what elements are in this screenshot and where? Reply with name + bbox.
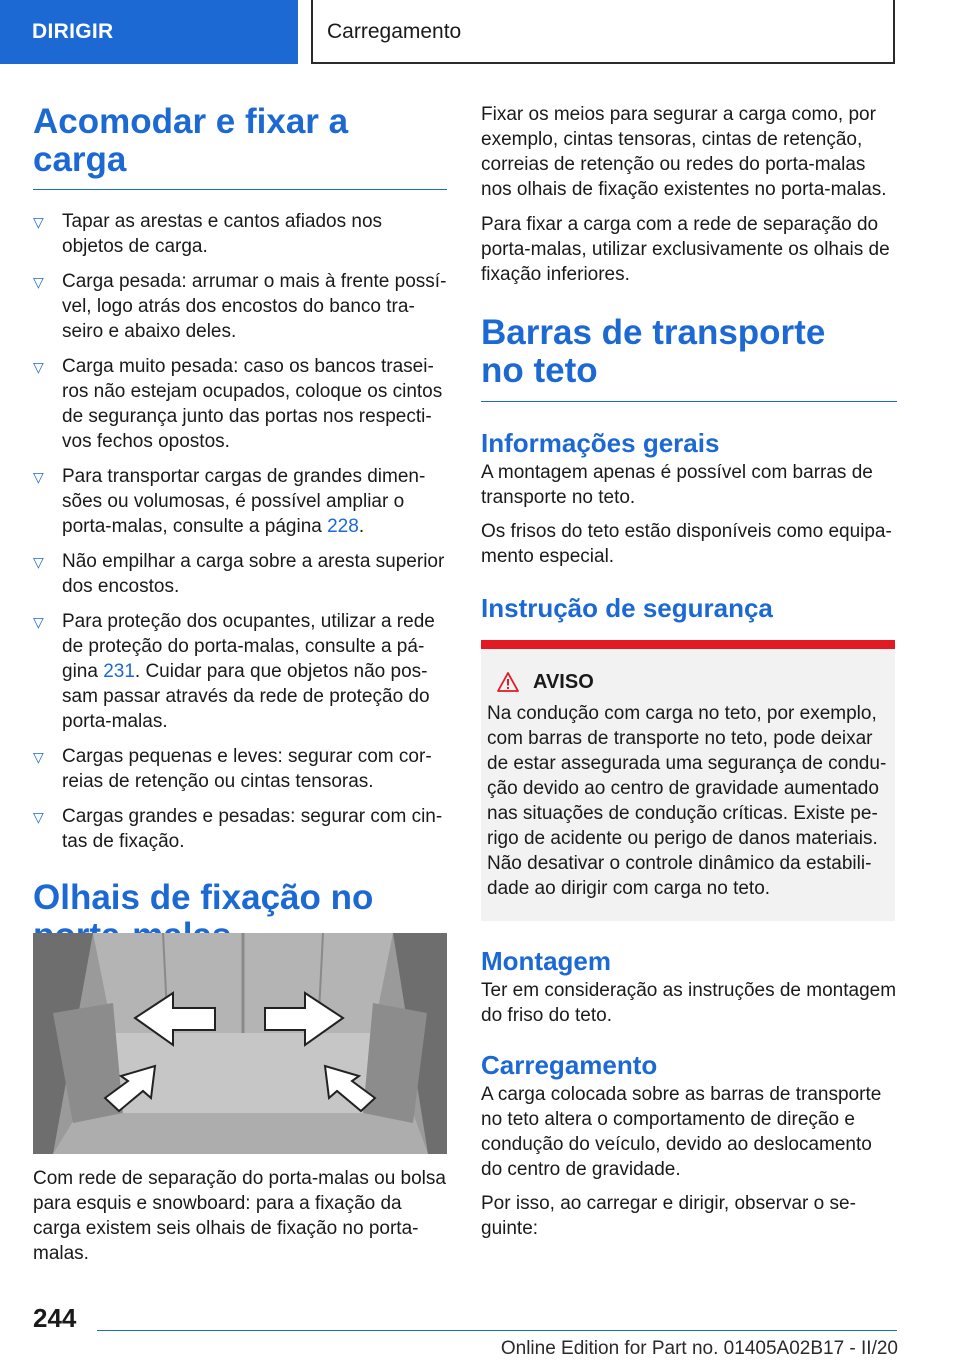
bullet-text: Cargas grandes e pesadas: segurar com cintas de fixação. [62,806,443,852]
footer-rule [97,1330,897,1331]
heading-acomodar: Acomodar e fixar a carga [33,102,349,179]
bullet-text: Carga pesada: arrumar o mais à frente possível, logo atrás dos encostos do banco traseiro e abaixo deles. [62,271,447,342]
bullet-triangle-icon: ▽ [33,469,44,485]
bullet-item [33,744,447,794]
paragraph-carregamento-1: A carga colocada sobre as barras de transporte no teto altera o comportamento de direção e condução do veículo, devido ao deslocamento do centro de gravidade. [481,1084,882,1180]
bullet-item [33,209,447,259]
warning-triangle-icon [497,672,519,692]
page-number: 244 [33,1303,77,1333]
bullet-item [33,354,447,454]
bullet-triangle-icon: ▽ [33,274,44,290]
bullet-triangle-icon: ▽ [33,749,44,765]
heading-safety: Instrução de segurança [481,593,773,623]
bullet-text: . [358,516,365,537]
trunk-illustration [33,933,447,1154]
page-reference-link[interactable]: 228 [327,516,359,537]
paragraph-carregamento-2: Por isso, ao carregar e dirigir, observar o seguinte: [481,1193,856,1239]
heading-rule [481,401,897,402]
chapter-title: Carregamento [311,0,895,64]
heading-rule [33,189,447,190]
section-tab: DIRIGIR [0,0,298,64]
bullet-text: . Cuidar para que objetos não possam passar através da rede de proteção do porta-malas. [62,661,430,732]
bullet-triangle-icon: ▽ [33,614,44,630]
page-reference-link[interactable]: 231 [103,661,135,682]
paragraph-info-1: A montagem apenas é possível com barras de transporte no teto. [481,462,873,508]
warning-label: AVISO [533,671,594,693]
heading-barras: Barras de transporte no teto [481,313,826,390]
warning-text: Na condução com carga no teto, por exemplo, com barras de transporte no teto, pode deixar de estar assegurada uma segurança de condução devido ao centro de gravidade aumentado nas situações de condução críticas. Existe perigo de acidente ou perigo de danos materiais. Não desativar o controle dinâmico da estabilidade ao dirigir com carga no teto. [487,703,887,899]
bullet-list [33,209,447,854]
bullet-item [33,804,447,854]
trunk-photo [33,933,447,1154]
left-column [33,103,447,968]
paragraph-fixar: Fixar os meios para segurar a carga como, por exemplo, cintas tensoras, cintas de retenção, correias de retenção ou redes do porta-malas nos olhais de fixação existentes no porta-malas. [481,104,887,200]
warning-bar [481,640,895,649]
paragraph-rede: Para fixar a carga com a rede de separação do porta-malas, utilizar exclusivamente os olhais de fixação inferiores. [481,214,890,285]
bullet-text: Para transportar cargas de grandes dimensões ou volumosas, é possível ampliar o porta-malas, consulte a página [62,466,426,537]
bullet-item [33,269,447,344]
right-column [481,102,897,623]
warning-title [491,670,594,694]
bullet-triangle-icon: ▽ [33,554,44,570]
bullet-text: Para proteção dos ocupantes, utilizar a rede de proteção do porta-malas, consulte a página [62,611,435,682]
photo-caption: Com rede de separação do porta-malas ou bolsa para esquis e snowboard: para a fixação da carga existem seis olhais de fixação no porta-malas. [33,1168,446,1264]
bullet-text: Tapar as arestas e cantos afiados nos objetos de carga. [62,211,383,257]
paragraph-montagem: Ter em consideração as instruções de montagem do friso do teto. [481,980,897,1026]
bullet-text: Não empilhar a carga sobre a aresta superior dos encostos. [62,551,445,597]
heading-montagem: Montagem [481,946,611,976]
edition-text: Online Edition for Part no. 01405A02B17 - II/20 [500,1338,898,1359]
heading-info: Informações gerais [481,428,720,458]
heading-olhais: Olhais de fixação no [33,878,374,917]
bullet-item [33,549,447,599]
bullet-item [33,464,447,539]
bullet-triangle-icon: ▽ [33,359,44,375]
warning-box [481,640,895,921]
paragraph-info-2: Os frisos do teto estão disponíveis como equipamento especial. [481,521,892,567]
bullet-triangle-icon: ▽ [33,214,44,230]
heading-carregamento: Carregamento [481,1050,658,1080]
bullet-item [33,609,447,734]
bullet-text: Carga muito pesada: caso os bancos traseiros não estejam ocupados, coloque os cintos de segurança junto das portas nos respectivos fechos opostos. [62,356,443,452]
right-column-lower [481,946,897,1241]
bullet-text: Cargas pequenas e leves: segurar com correias de retenção ou cintas tensoras. [62,746,432,792]
bullet-triangle-icon: ▽ [33,809,44,825]
